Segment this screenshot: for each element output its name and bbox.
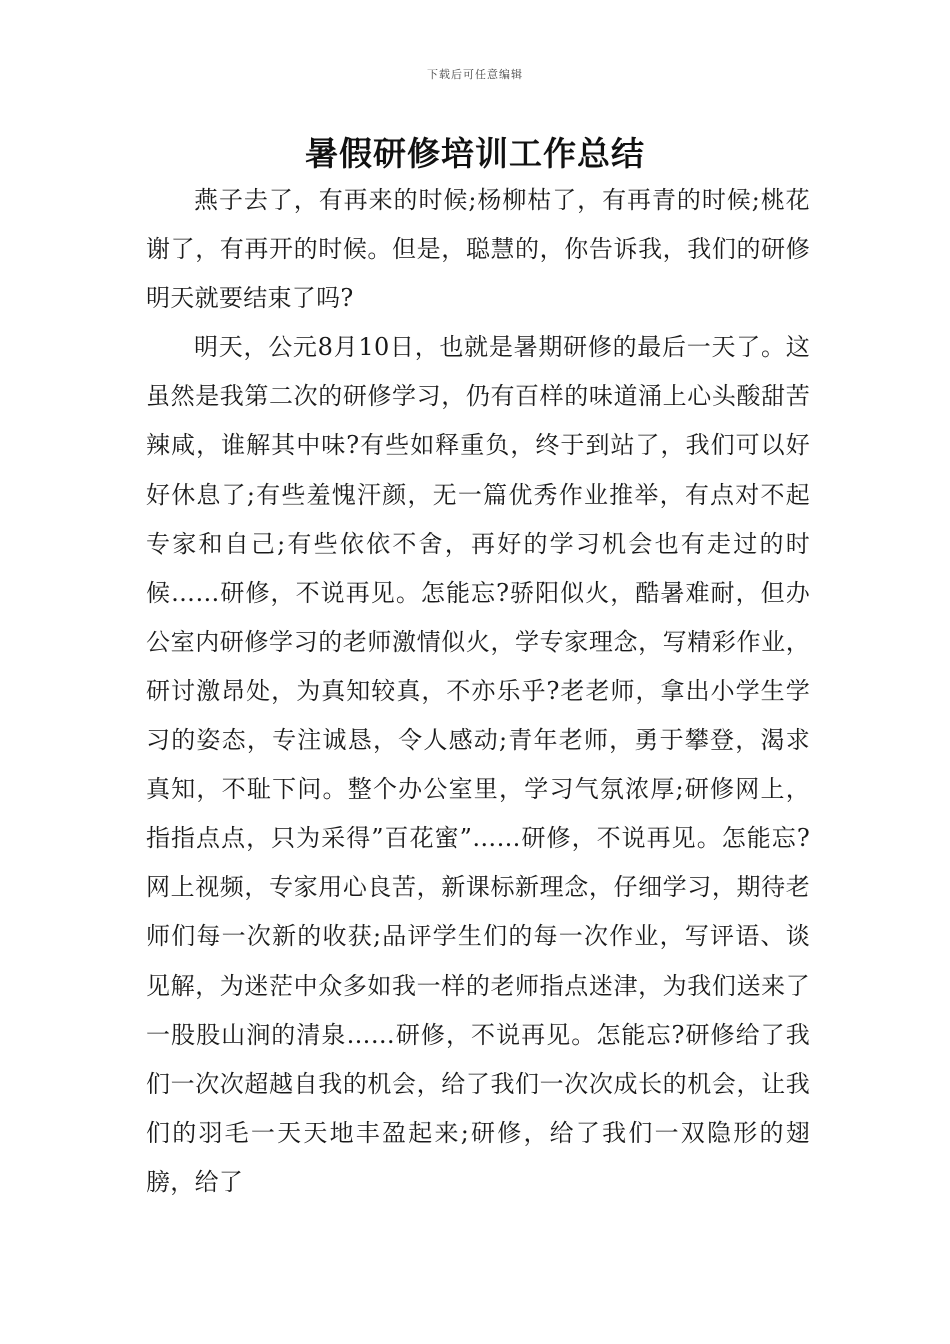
paragraph-2: 明天，公元8月10日，也就是暑期研修的最后一天了。这虽然是我第二次的研修学习，仍有百样的味道涌上心头酸甜苦辣咸，谁解其中味?有些如释重负，终于到站了，我们可以好好休息了;有些羞愧汗颜，无一篇优秀作业推举，有点对不起专家和自己;有些依依不舍，再好的学习机会也有走过的时候……研修，不说再见。怎能忘?骄阳似火，酷暑难耐，但办公室内研修学习的老师激情似火，学专家理念，写精彩作业，研讨激昂处，为真知较真，不亦乐乎?老老师，拿出小学生学习的姿态，专注诚恳，令人感动;青年老师，勇于攀登，渴求真知，不耻下问。整个办公室里，学习气氛浓厚;研修网上，指指点点，只为采得”百花蜜”……研修，不说再见。怎能忘?网上视频，专家用心良苦，新课标新理念，仔细学习，期待老师们每一次新的收获;品评学生们的每一次作业，写评语、谈见解，为迷茫中众多如我一样的老师指点迷津，为我们送来了一股股山涧的清泉……研修，不说再见。怎能忘?研修给了我们一次次超越自我的机会，给了我们一次次成长的机会，让我们的羽毛一天天地丰盈起来;研修，给了我们一双隐形的翅膀，给了: [146, 333, 810, 1196]
paragraph-1: 燕子去了，有再来的时候;杨柳枯了，有再青的时候;桃花谢了，有再开的时候。但是，聪慧的，你告诉我，我们的研修明天就要结束了吗?: [146, 186, 810, 313]
header-note: 下载后可任意编辑: [427, 68, 523, 81]
document-title: 暑假研修培训工作总结: [305, 134, 645, 173]
document-body: [146, 176, 810, 1207]
